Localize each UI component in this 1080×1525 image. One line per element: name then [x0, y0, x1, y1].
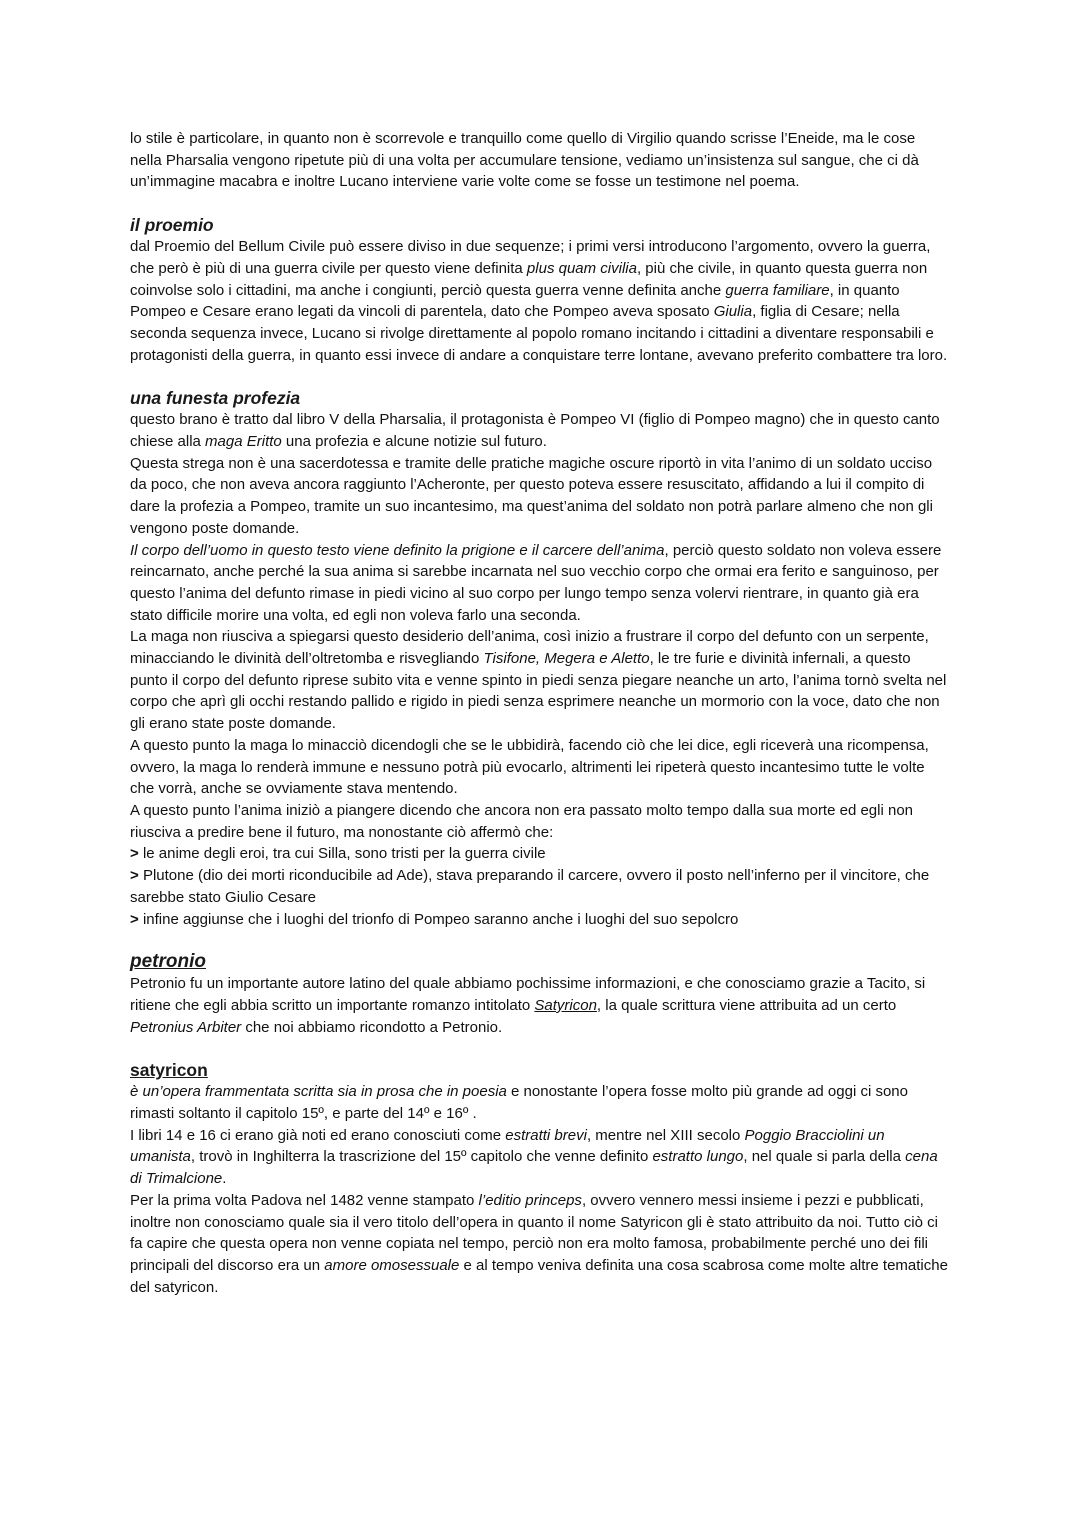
- italic-term: Il corpo dell’uomo in questo testo viene definito la prigione e il carcere dell’anima: [130, 541, 665, 559]
- section-heading-proemio: il proemio: [130, 215, 214, 236]
- list-item: > Plutone (dio dei morti riconducibile ad Ade), stava preparando il carcere, ovvero il posto nell’inferno per il vincitore, che sarebbe stato Giulio Cesare: [130, 867, 930, 906]
- italic-term: Tisifone, Megera e Aletto: [483, 650, 650, 668]
- bullet-marker: >: [130, 910, 139, 928]
- italic-term: guerra familiare: [725, 281, 830, 299]
- satyricon-paragraph-3: Per la prima volta Padova nel 1482 venne stampato l’editio princeps, ovvero vennero messi insieme i pezzi e pubblicati, inoltre non conosciamo quale sia il vero titolo dell’opera in quanto il nome Satyricon gli è stato attribuito da noi. Tutto ciò ci fa capire che questa opera non venne copiata nel tempo, perciò non era molto famosa, probabilmente perché uno dei fili principali del discorso era un amore omosessuale e al tempo veniva definita una cosa scabrosa come molte altre tematiche del satyricon.: [130, 1191, 948, 1296]
- italic-term: estratto lungo: [652, 1148, 744, 1166]
- intro-paragraph: lo stile è particolare, in quanto non è scorrevole e tranquillo come quello di Virgilio quando scrisse l’Eneide, ma le cose nella Pharsalia vengono ripetute più di una volta per accumulare tensione, vediamo un’insistenza sul sangue, che ci dà un’immagine macabra e inoltre Lucano interviene varie volte come se fosse un testimone nel poema.: [130, 130, 919, 191]
- profezia-paragraph-3: Il corpo dell’uomo in questo testo viene definito la prigione e il carcere dell’anima, perciò questo soldato non voleva essere reincarnato, anche perché la sua anima si sarebbe incarnata nel suo vecchio corpo che ormai era ferito e sanguinoso, per questo l’anima del defunto rimase in piedi vicino al suo corpo per lungo tempo senza volervi rientrare, in quanto già era stato difficile morire una volta, ed egli non voleva farlo una seconda.: [130, 541, 942, 624]
- section-heading-satyricon: satyricon: [130, 1060, 208, 1081]
- profezia-paragraph-1: questo brano è tratto dal libro V della Pharsalia, il protagonista è Pompeo VI (figlio di Pompeo magno) che in questo canto chiese alla maga Eritto una profezia e alcune notizie sul futuro.: [130, 411, 940, 451]
- bullet-marker: >: [130, 845, 139, 863]
- section-heading-profezia: una funesta profezia: [130, 388, 301, 409]
- profezia-paragraph-2: Questa strega non è una sacerdotessa e tramite delle pratiche magiche oscure riportò in vita l’animo di un soldato ucciso da poco, che non aveva ancora raggiunto l’Acheronte, per questo poteva essere resuscitato, affidando a lui il compito di dare la profezia a Pompeo, tramite un suo incantesimo, ma quest’anima del soldato non potrà parlare almeno che non gli vengono poste domande.: [130, 454, 933, 537]
- satyricon-paragraph-1: è un’opera frammentata scritta sia in prosa che in poesia e nonostante l’opera fosse molto più grande ad oggi ci sono rimasti soltanto il capitolo 15º, e parte del 14º e 16º .: [130, 1083, 908, 1123]
- proemio-paragraph: dal Proemio del Bellum Civile può essere diviso in due sequenze; i primi versi introducono l’argomento, ovvero la guerra, che però è più di una guerra civile per questo viene definita plus quam civilia, più che civile, in quanto questa guerra non coinvolse solo i cittadini, ma anche i congiunti, perciò questa guerra venne definita anche guerra familiare, in quanto Pompeo e Cesare erano legati da vincoli di parentela, dato che Pompeo aveva sposato Giulia, figlia di Cesare; nella seconda sequenza invece, Lucano si rivolge direttamente al popolo romano incitando i cittadini a diventare responsabili e protagonisti della guerra, in quanto essi invece di andare a conquistare terre lontane, avevano preferito combattere tra loro.: [130, 238, 948, 364]
- profezia-paragraph-6: A questo punto l’anima iniziò a piangere dicendo che ancora non era passato molto tempo dalla sua morte ed egli non riusciva a predire bene il futuro, ma nonostante ciò affermò che:: [130, 801, 914, 841]
- profezia-paragraph-5: A questo punto la maga lo minacciò dicendogli che se le ubbidirà, facendo ciò che lei dice, egli riceverà una ricompensa, ovvero, la maga lo renderà immune e nessuno potrà più evocarlo, altrimenti lei ripeterà questo incantesimo tutte le volte che vorrà, anche se ovviamente stava mentendo.: [130, 736, 929, 798]
- italic-term: Petronius Arbiter: [130, 1018, 242, 1036]
- italic-term: estratti brevi: [505, 1126, 587, 1144]
- italic-term: l’editio princeps: [478, 1191, 582, 1209]
- italic-term: cena di Trimalcione: [130, 1148, 938, 1188]
- italic-term: amore omosessuale: [324, 1256, 460, 1274]
- italic-term: Satyricon: [534, 996, 597, 1014]
- list-item: > infine aggiunse che i luoghi del trionfo di Pompeo saranno anche i luoghi del suo sepolcro: [130, 910, 739, 928]
- profezia-paragraph-4: La maga non riusciva a spiegarsi questo desiderio dell’anima, così inizio a frustrare il corpo del defunto con un serpente, minacciando le divinità dell’oltretomba e risvegliando Tisifone, Megera e Aletto, le tre furie e divinità infernali, a questo punto il corpo del defunto riprese subito vita e venne spinto in piedi senza piegare neanche un arto, l’anima tornò svelta nel corpo che aprì gli occhi restando pallido e rigido in piedi senza esprimere neanche un mormorio con la voce, dato che non gli erano state poste domande.: [130, 628, 947, 733]
- italic-term: plus quam civilia: [526, 259, 637, 277]
- italic-term: Giulia: [713, 303, 753, 321]
- list-item: > le anime degli eroi, tra cui Silla, sono tristi per la guerra civile: [130, 845, 546, 863]
- bullet-marker: >: [130, 867, 139, 885]
- satyricon-paragraph-2: I libri 14 e 16 ci erano già noti ed erano conosciuti come estratti brevi, mentre nel XIII secolo Poggio Bracciolini un umanista, trovò in Inghilterra la trascrizione del 15º capitolo che venne definito estratto lungo, nel quale si parla della cena di Trimalcione.: [130, 1126, 938, 1188]
- section-heading-petronio: petronio: [130, 951, 206, 973]
- italic-term: maga Eritto: [205, 433, 282, 451]
- italic-term: Poggio Bracciolini un umanista: [130, 1126, 885, 1166]
- italic-term: è un’opera frammentata scritta sia in prosa che in poesia: [130, 1083, 507, 1101]
- petronio-paragraph: Petronio fu un importante autore latino del quale abbiamo pochissime informazioni, e che conosciamo grazie a Tacito, si ritiene che egli abbia scritto un importante romanzo intitolato Satyricon, la quale scrittura viene attribuita ad un certo Petronius Arbiter che noi abbiamo ricondotto a Petronio.: [130, 975, 926, 1036]
